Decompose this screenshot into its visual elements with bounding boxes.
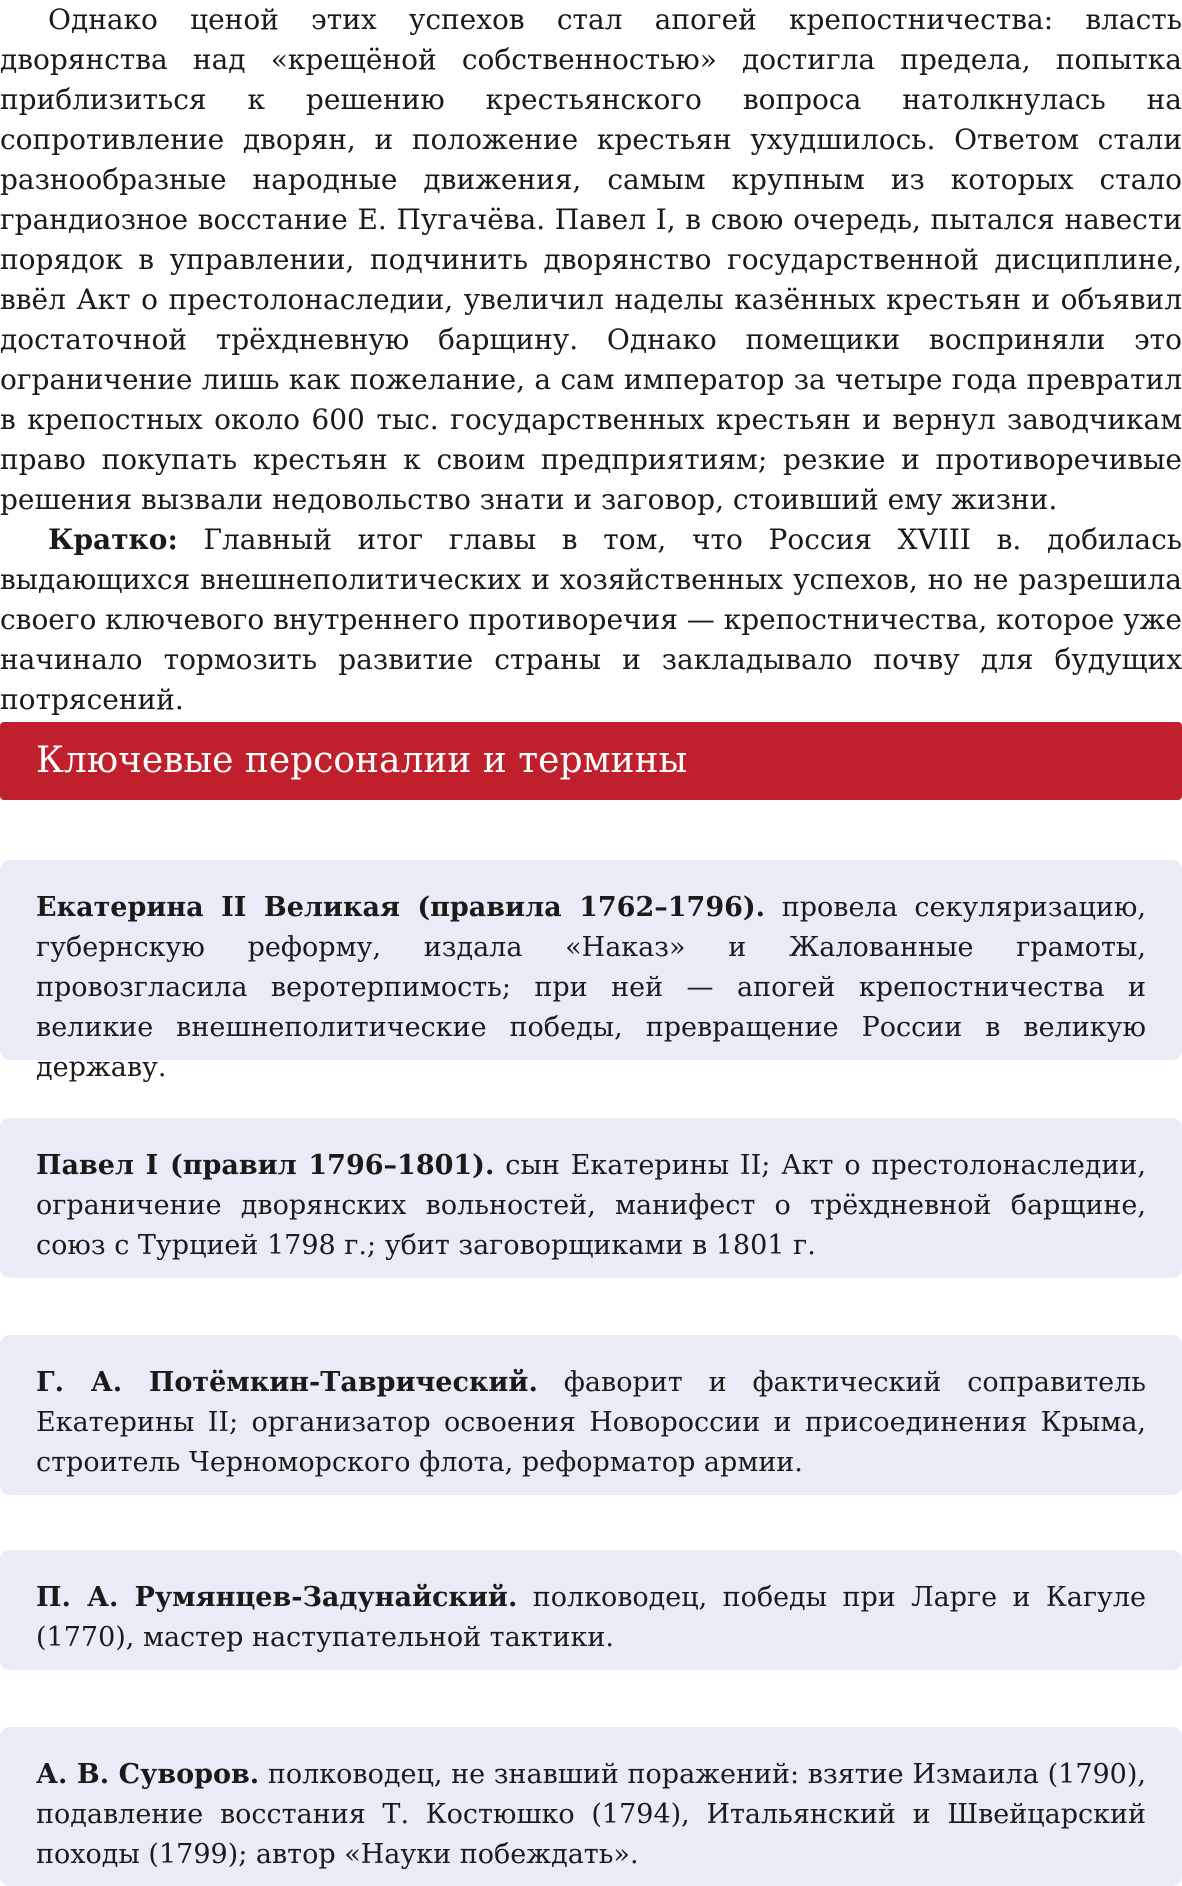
card-term: П. А. Румянцев-Задунайский. bbox=[36, 1582, 518, 1613]
card-term: А. В. Суворов. bbox=[36, 1759, 260, 1790]
term-card-catherine bbox=[0, 860, 1182, 1083]
card-text bbox=[36, 1755, 1146, 1875]
card-text bbox=[36, 1146, 1146, 1266]
card-description: полководец, победы при Ларге и Кагуле (1770), мастер наступательной тактики. bbox=[36, 1582, 1146, 1653]
term-card-paul bbox=[0, 1118, 1182, 1278]
card-description: полководец, не знавший поражений: взятие Измаила (1790), подавление восстания Т. Костюшко (1794), Итальянский и Швейцарский походы (1799); автор «Науки побеждать». bbox=[36, 1759, 1146, 1870]
summary-text: Главный итог главы в том, что Россия XVIII в. добилась выдающихся внешнеполитических и хозяйственных успехов, но не разрешила своего ключевого внутреннего противоречия — крепостничества, которое уже начинало тормозить развитие страны и закладывало почву для будущих потрясений. bbox=[0, 523, 1182, 716]
card-text bbox=[36, 1363, 1146, 1483]
card-term: Екатерина II Великая (правила 1762–1796). bbox=[36, 892, 766, 923]
section-title: Ключевые персоналии и термины bbox=[36, 740, 688, 781]
term-card-rumyantsev bbox=[0, 1550, 1182, 1670]
card-term: Павел I (правил 1796–1801). bbox=[36, 1150, 495, 1181]
card-description: провела секуляризацию, губернскую реформу, издала «Наказ» и Жалованные грамоты, провозгласила веротерпимость; при ней — апогей крепостничества и великие внешнеполитические победы, превращение России в великую державу. bbox=[36, 892, 1146, 1083]
card-text bbox=[36, 1578, 1146, 1658]
term-card-potemkin bbox=[0, 1335, 1182, 1495]
card-description: фаворит и фактический соправитель Екатерины II; организатор освоения Новороссии и присоединения Крыма, строитель Черноморского флота, реформатор армии. bbox=[36, 1367, 1146, 1478]
summary-paragraph bbox=[0, 520, 1182, 720]
card-description: сын Екатерины II; Акт о престолонаследии, ограничение дворянских вольностей, манифест о трёхдневной барщине, союз с Турцией 1798 г.; убит заговорщиками в 1801 г. bbox=[36, 1150, 1146, 1261]
card-term: Г. А. Потёмкин-Таврический. bbox=[36, 1367, 538, 1398]
term-card-suvorov bbox=[0, 1727, 1182, 1886]
section-header bbox=[0, 722, 1182, 800]
intro-paragraph: Однако ценой этих успехов стал апогей крепостничества: власть дворянства над «крещёной собственностью» достигла предела, попытка приблизиться к решению крестьянского вопроса натолкнулась на сопротивление дворян, и положение крестьян ухудшилось. Ответом стали разнообразные народные движения, самым крупным из которых стало грандиозное восстание Е. Пугачёва. Павел I, в свою очередь, пытался навести порядок в управлении, подчинить дворянство государственной дисциплине, ввёл Акт о престолонаследии, увеличил наделы казённых крестьян и объявил достаточной трёхдневную барщину. Однако помещики восприняли это ограничение лишь как пожелание, а сам император за четыре года превратил в крепостных около 600 тыс. государственных крестьян и вернул заводчикам право покупать крестьян к своим предприятиям; резкие и противоречивые решения вызвали недовольство знати и заговор, стоивший ему жизни. bbox=[0, 3, 1182, 516]
summary-label: Кратко: bbox=[48, 523, 178, 556]
card-text bbox=[36, 888, 1146, 1088]
